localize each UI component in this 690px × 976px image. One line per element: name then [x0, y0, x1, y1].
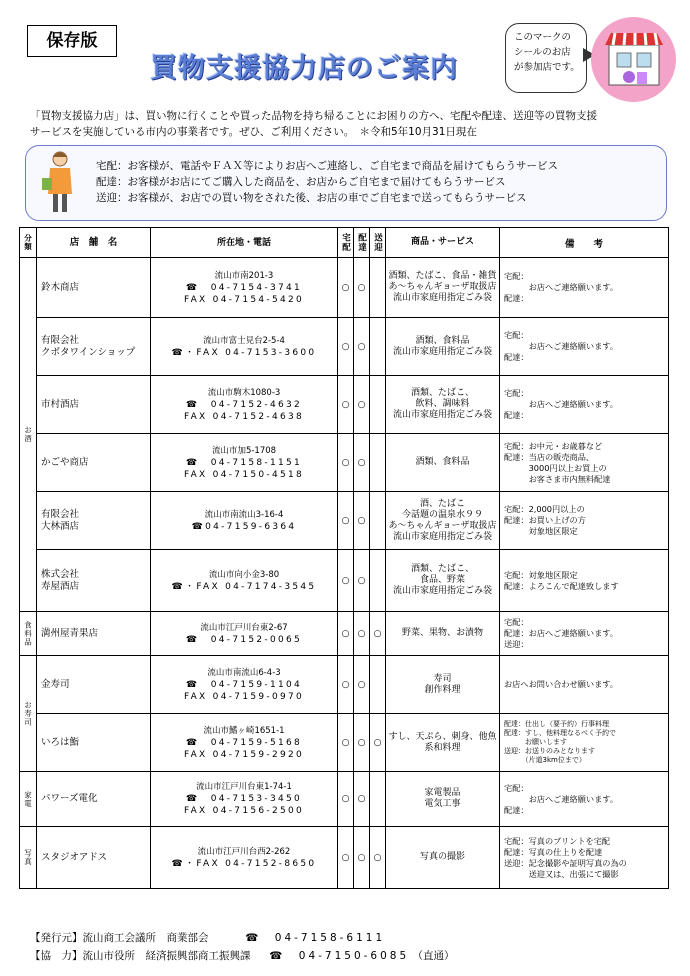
category-cell: 家電: [20, 772, 37, 827]
cell-line: 流山市家庭用指定ごみ袋: [392, 346, 492, 357]
footer-cooperation: [30, 948, 455, 963]
shop-notes: [500, 714, 669, 772]
shop-products: [386, 492, 500, 550]
sougei-check: [370, 656, 386, 714]
shop-address-phone: [151, 318, 338, 376]
category-cell: 食料品: [20, 612, 37, 656]
cell-line: 流山市江戸川台東2-67: [200, 622, 288, 633]
takuhai-check: ○: [338, 376, 354, 434]
shop-notes: [500, 550, 669, 612]
cell-line: 酒類、たばこ、: [410, 564, 474, 574]
cell-line: 流山市向小金3-80: [208, 569, 280, 580]
shop-products: [386, 656, 500, 714]
cell-line: 創作料理: [424, 684, 461, 695]
shop-notes: [500, 258, 669, 318]
shop-address-phone: [151, 492, 338, 550]
sougei-check: [370, 318, 386, 376]
cell-line: ☎ 04-7152-4632: [185, 399, 303, 410]
haitatsu-check: ○: [354, 258, 370, 318]
cell-line: 送迎：記念撮影や証明写真の為の: [504, 857, 627, 868]
footer-label: 【発行元】流山商工会議所 商業部会: [30, 932, 209, 944]
cell-line: 配達：すし、他料理なるべく予約で: [504, 729, 616, 737]
cell-line: 飲料、調味料: [415, 399, 470, 409]
takuhai-check: ○: [338, 258, 354, 318]
cell-line: 配達：仕出し（要予約）行事料理: [504, 720, 609, 728]
table-row: [20, 612, 669, 656]
cell-line: 市村酒店: [41, 398, 80, 410]
header-haitatsu: 配達: [354, 228, 370, 258]
shop-address-phone: [151, 258, 338, 318]
cell-line: お店へご連絡願います。: [504, 341, 618, 351]
table-row: [20, 714, 669, 772]
haitatsu-check: ○: [354, 772, 370, 827]
shop-notes: [500, 612, 669, 656]
cell-line: 有限会社: [41, 508, 80, 520]
cell-line: 宅配：: [504, 330, 529, 340]
service-sougei: 送迎：お客様が、お店での買い物をされた後、お店の車でご自宅まで送ってもらうサービス: [96, 192, 527, 204]
shop-address-phone: [151, 612, 338, 656]
shop-products: [386, 612, 500, 656]
cell-line: 酒類、食料品: [415, 335, 470, 346]
cell-line: お店へご連絡願います。: [504, 282, 618, 292]
takuhai-check: ○: [338, 827, 354, 889]
cell-line: 家電製品: [424, 788, 461, 798]
cell-line: 宅配：対象地区限定: [504, 569, 578, 580]
cell-line: 電気工事: [424, 799, 461, 809]
service-takuhai: 宅配：お客様が、電話やＦＡＸ等によりお店へご連絡し、ご自宅まで商品を届けてもらうサービス: [96, 160, 558, 172]
header-sougei: 送迎: [370, 228, 386, 258]
cell-line: 流山市家庭用指定ごみ袋: [392, 531, 492, 542]
cell-line: いろは鮨: [41, 736, 80, 748]
cell-line: 配達：お買い上げの方: [504, 515, 586, 525]
cell-line: お客さま市内無料配達: [504, 473, 611, 484]
cell-line: 酒、たばこ: [419, 498, 465, 509]
cell-line: 宅配：写真のプリントを宅配: [504, 835, 611, 846]
cell-line: 流山市江戸川台西2-262: [197, 846, 291, 857]
haitatsu-check: ○: [354, 827, 370, 889]
shop-address-phone: [151, 714, 338, 772]
header-takuhai: 宅配: [338, 228, 354, 258]
cell-line: ☎ 04-7159-5168: [185, 737, 303, 748]
category-cell: お酒: [20, 258, 37, 612]
cell-line: 食品、野菜: [419, 575, 465, 585]
table-header-row: [20, 228, 669, 258]
service-definitions: [96, 158, 558, 206]
shopper-illustration-icon: [40, 150, 80, 216]
cell-line: 配達：当店の販売商品、: [504, 451, 595, 462]
table-row: [20, 550, 669, 612]
footer-tel: ☎ 04-7158-6111: [245, 932, 386, 944]
cell-line: ☎ 04-7154-3741: [185, 282, 303, 293]
sougei-check: [370, 376, 386, 434]
cell-line: （片道3km位まで）: [504, 756, 586, 764]
shop-notes: [500, 656, 669, 714]
table-row: [20, 656, 669, 714]
service-haitatsu: 配達：お客様がお店にてご購入した商品を、お店からご自宅まで届けてもらうサービス: [96, 176, 506, 188]
cell-line: 酒類、食料品: [415, 457, 470, 467]
cell-line: 配達：: [504, 410, 529, 420]
cell-line: ☎ 04-7159-1104: [185, 679, 303, 690]
cell-line: 対象地区限定: [504, 526, 578, 536]
haitatsu-check: ○: [354, 714, 370, 772]
shop-address-phone: [151, 656, 338, 714]
takuhai-check: ○: [338, 772, 354, 827]
haitatsu-check: ○: [354, 656, 370, 714]
cell-line: かごや商店: [41, 456, 89, 468]
header-products: 商品・サービス: [386, 228, 500, 258]
cell-line: 流山市家庭用指定ごみ袋: [392, 586, 492, 596]
takuhai-check: ○: [338, 434, 354, 492]
shop-notes: [500, 827, 669, 889]
header-notes: 備 考: [500, 228, 669, 258]
cell-line: ☎04-7159-6364: [191, 521, 297, 532]
shop-address-phone: [151, 827, 338, 889]
cell-line: 流山市南流山3-16-4: [204, 509, 284, 520]
takuhai-check: ○: [338, 550, 354, 612]
cell-line: 流山市南流山6-4-3: [207, 667, 281, 678]
bubble-line: シールのお店: [514, 47, 571, 58]
shop-address-phone: [151, 434, 338, 492]
shop-name: [37, 714, 151, 772]
cell-line: 酒類、たばこ、: [410, 388, 474, 398]
cell-line: 送迎又は、出張にて撮影: [504, 868, 619, 879]
cell-line: 流山市富士見台2-5-4: [203, 335, 285, 346]
bubble-line: このマークの: [514, 32, 572, 43]
bubble-line: が参加店です。: [514, 62, 580, 73]
shop-table: [19, 227, 669, 889]
takuhai-check: ○: [338, 612, 354, 656]
sougei-check: ○: [370, 827, 386, 889]
shop-name: [37, 434, 151, 492]
footer-tel: ☎ 04-7150-6085: [269, 950, 410, 962]
sougei-check: [370, 550, 386, 612]
cell-line: ☎ 04-7158-1151: [185, 457, 303, 468]
cell-line: 流山市南201-3: [214, 270, 274, 281]
cell-line: 酒類、たばこ、食品・雑貨: [388, 271, 497, 281]
shop-name: [37, 772, 151, 827]
cell-line: パワーズ電化: [41, 793, 98, 804]
cell-line: 送迎：お送りのみとなります: [504, 747, 595, 755]
cell-line: FAX 04-7150-4518: [183, 469, 305, 480]
cell-line: スタジオアドス: [41, 851, 108, 863]
footer-publisher: [30, 930, 385, 945]
shop-name: [37, 492, 151, 550]
cell-line: 宅配：: [504, 388, 529, 398]
shop-notes: [500, 772, 669, 827]
cell-line: 寿屋酒店: [41, 580, 80, 592]
cell-line: 宅配：: [504, 617, 529, 627]
cell-line: 鈴木商店: [41, 281, 80, 293]
haitatsu-check: ○: [354, 434, 370, 492]
sougei-check: [370, 492, 386, 550]
haitatsu-check: ○: [354, 376, 370, 434]
shop-products: [386, 376, 500, 434]
haitatsu-check: ○: [354, 318, 370, 376]
cell-line: ☎ 04-7152-0065: [185, 634, 303, 645]
shop-address-phone: [151, 376, 338, 434]
shop-products: [386, 827, 500, 889]
cell-line: 配達：写真の仕上りを配達: [504, 846, 603, 857]
table-row: [20, 492, 669, 550]
table-row: [20, 258, 669, 318]
cell-line: 宅配：: [504, 782, 529, 793]
takuhai-check: ○: [338, 714, 354, 772]
table-row: [20, 827, 669, 889]
takuhai-check: ○: [338, 318, 354, 376]
shop-notes: [500, 376, 669, 434]
cell-line: ☎ 04-7153-3450: [185, 794, 303, 804]
cell-line: 流山市加5-1708: [211, 445, 277, 456]
table-row: [20, 772, 669, 827]
table-row: [20, 434, 669, 492]
shop-products: [386, 550, 500, 612]
intro-line: 「買物支援協力店」は、買い物に行くことや買った品物を持ち帰ることにお困りの方へ、宅配や配達、送迎等の買物支援: [30, 110, 597, 122]
cell-line: FAX 04-7156-2500: [183, 806, 305, 816]
cell-line: 満州屋青果店: [41, 627, 99, 639]
cell-line: 寿司: [433, 673, 452, 684]
footer-label: 【協 力】流山市役所 経済振興部商工振興課: [30, 950, 251, 962]
cell-line: 有限会社: [41, 334, 80, 346]
cell-line: 流山市江戸川台東1-74-1: [196, 782, 292, 792]
cell-line: 配達：よろこんで配達致します: [504, 580, 619, 591]
cell-line: お願いします: [504, 738, 567, 746]
page-title: 買物支援協力店のご案内: [150, 53, 458, 84]
shop-notes: [500, 492, 669, 550]
takuhai-check: ○: [338, 656, 354, 714]
sougei-check: ○: [370, 612, 386, 656]
shop-name: [37, 376, 151, 434]
cell-line: 株式会社: [41, 568, 80, 580]
cell-line: 流山市鰭ヶ崎1651-1: [203, 725, 285, 736]
category-cell: お寿司: [20, 656, 37, 772]
category-cell: 写真: [20, 827, 37, 889]
cell-line: 流山市家庭用指定ごみ袋: [392, 293, 492, 303]
shop-name: [37, 318, 151, 376]
footer-extra: （直通）: [412, 950, 455, 962]
cell-line: 送迎：: [504, 639, 529, 649]
cell-line: FAX 04-7154-5420: [183, 294, 305, 305]
header-category: 分類: [20, 228, 37, 258]
haitatsu-check: ○: [354, 550, 370, 612]
cell-line: 配達：: [504, 293, 529, 303]
cell-line: ☎・FAX 04-7152-8650: [171, 858, 317, 869]
cell-line: お店へお問い合わせ願います。: [504, 679, 618, 689]
shop-name: [37, 612, 151, 656]
cell-line: FAX 04-7159-2920: [183, 749, 305, 760]
haitatsu-check: ○: [354, 612, 370, 656]
cell-line: 野菜、果物、お漬物: [401, 628, 483, 638]
shop-address-phone: [151, 550, 338, 612]
shop-name: [37, 550, 151, 612]
cell-line: 今話題の温泉水９９: [401, 509, 483, 520]
shop-notes: [500, 318, 669, 376]
cell-line: クボタワインショップ: [41, 346, 136, 358]
shop-products: [386, 318, 500, 376]
cell-line: 大林酒店: [41, 520, 80, 532]
cell-line: FAX 04-7152-4638: [183, 411, 305, 422]
cell-line: 写真の撮影: [419, 852, 465, 862]
cell-line: 宅配：: [504, 271, 529, 281]
shop-products: [386, 258, 500, 318]
cell-line: 系和料理: [424, 742, 461, 753]
shop-name: [37, 258, 151, 318]
shop-products: [386, 714, 500, 772]
mark-explanation-bubble: [505, 23, 587, 93]
sougei-check: [370, 772, 386, 827]
cell-line: 配達：: [504, 804, 529, 815]
shop-name: [37, 656, 151, 714]
cell-line: あ～ちゃんギョーザ取扱店: [388, 282, 497, 292]
shop-products: [386, 434, 500, 492]
header-address-phone: 所在地・電話: [151, 228, 338, 258]
cell-line: FAX 04-7159-0970: [183, 691, 305, 702]
shop-notes: [500, 434, 669, 492]
cell-line: 宅配：2,000円以上の: [504, 504, 585, 514]
cell-line: 流山市家庭用指定ごみ袋: [392, 410, 492, 420]
haitatsu-check: ○: [354, 492, 370, 550]
cell-line: 配達：: [504, 352, 529, 362]
shop-name: [37, 827, 151, 889]
table-row: [20, 376, 669, 434]
keep-edition-badge: 保存版: [27, 25, 117, 57]
takuhai-check: ○: [338, 492, 354, 550]
sougei-check: ○: [370, 714, 386, 772]
header-shop-name: 店 舗 名: [37, 228, 151, 258]
intro-line: サービスを実施している市内の事業者です。ぜひ、ご利用ください。 ＊令和5年10月31日現在: [30, 126, 477, 138]
shop-mark-sticker-icon: [591, 17, 676, 102]
cell-line: お店へご連絡願います。: [504, 399, 618, 409]
cell-line: お店へご連絡願います。: [504, 793, 618, 804]
cell-line: ☎・FAX 04-7153-3600: [171, 347, 317, 358]
cell-line: あ～ちゃんギョーザ取扱店: [388, 520, 497, 531]
cell-line: ☎・FAX 04-7174-3545: [171, 581, 317, 592]
cell-line: 金寿司: [41, 678, 70, 690]
cell-line: すし、天ぷら、刺身、他魚: [388, 731, 497, 742]
sougei-check: [370, 258, 386, 318]
intro-text: [30, 108, 670, 140]
table-row: [20, 318, 669, 376]
cell-line: 3000円以上お買上の: [504, 462, 607, 473]
cell-line: 配達：お店へご連絡願います。: [504, 628, 618, 638]
cell-line: 宅配：お中元・お歳暮など: [504, 440, 603, 451]
sougei-check: [370, 434, 386, 492]
shop-products: [386, 772, 500, 827]
cell-line: 流山市駒木1080-3: [207, 387, 281, 398]
shop-address-phone: [151, 772, 338, 827]
